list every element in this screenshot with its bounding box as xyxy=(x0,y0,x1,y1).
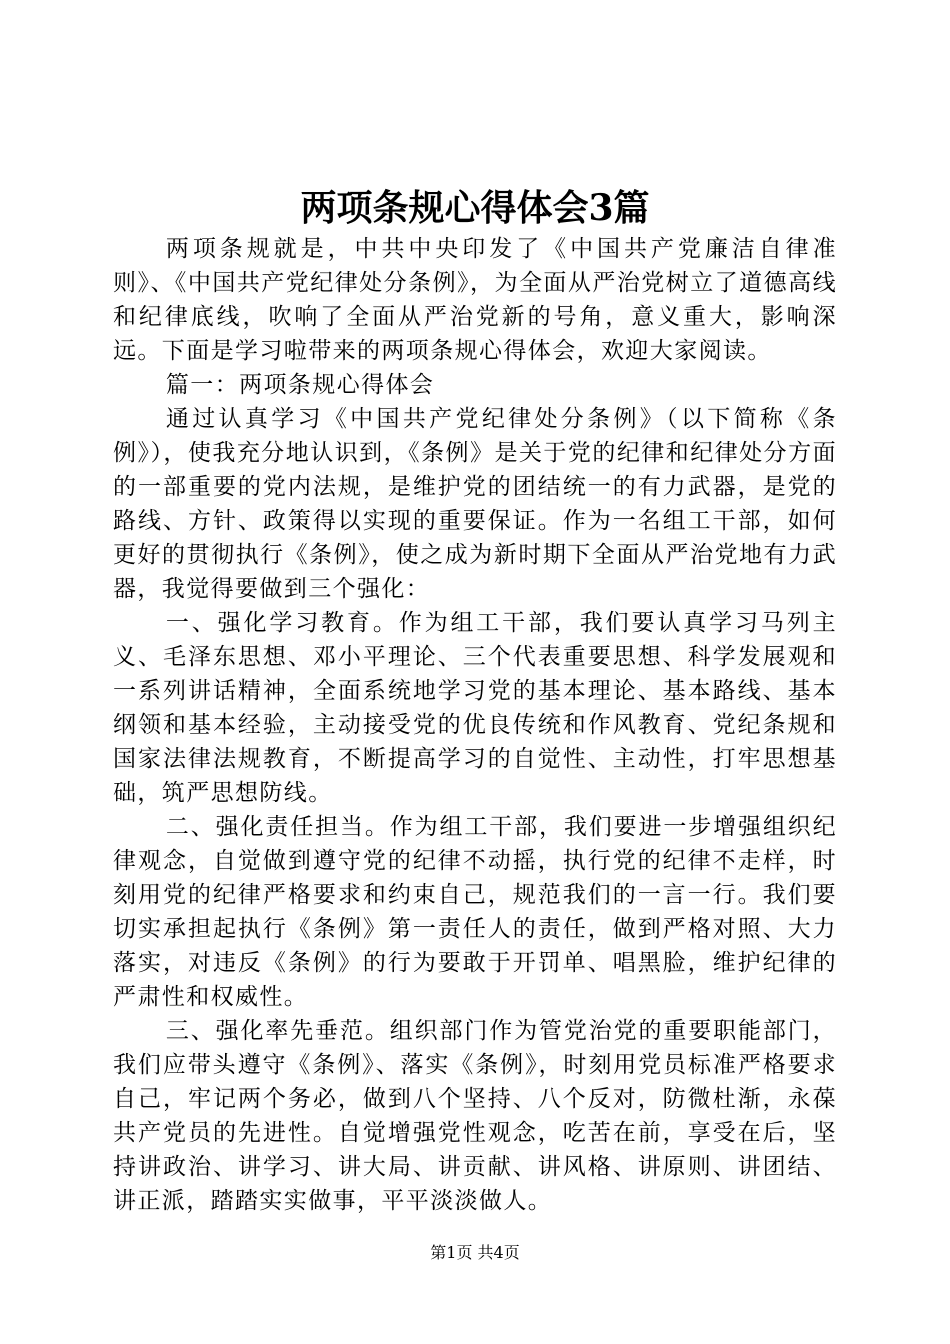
body-paragraph: 二、强化责任担当。作为组工干部，我们要进一步增强组织纪律观念，自觉做到遵守党的纪律不动摇，执行党的纪律不走样，时刻用党的纪律严格要求和约束自己，规范我们的一言一行。我们要切实承担起执行《条例》第一责任人的责任，做到严格对照、大力落实，对违反《条例》的行为要敢于开罚单、唱黑脸，维护纪律的严肃性和权威性。 xyxy=(113,814,837,1010)
intro-paragraph: 两项条规就是，中共中央印发了《中国共产党廉洁自律准则》、《中国共产党纪律处分条例》，为全面从严治党树立了道德高线和纪律底线，吹响了全面从严治党新的号角，意义重大，影响深远。下面是学习啦带来的两项条规心得体会，欢迎大家阅读。 xyxy=(113,236,837,364)
document-body xyxy=(113,232,837,1218)
document-title: 两项条规心得体会3篇 xyxy=(300,187,650,229)
body-paragraph: 三、强化率先垂范。组织部门作为管党治党的重要职能部门，我们应带头遵守《条例》、落实《条例》，时刻用党员标准严格要求自己，牢记两个务必，做到八个坚持、八个反对，防微杜渐，永葆共产党员的先进性。自觉增强党性观念，吃苦在前，享受在后，坚持讲政治、讲学习、讲大局、讲贡献、讲风格、讲原则、讲团结、讲正派，踏踏实实做事，平平淡淡做人。 xyxy=(113,1018,837,1214)
page-footer: 第1页 共4页 xyxy=(430,1243,520,1262)
body-paragraph: 一、强化学习教育。作为组工干部，我们要认真学习马列主义、毛泽东思想、邓小平理论、三个代表重要思想、科学发展观和一系列讲话精神，全面系统地学习党的基本理论、基本路线、基本纲领和基本经验，主动接受党的优良传统和作风教育、党纪条规和国家法律法规教育，不断提高学习的自觉性、主动性，打牢思想基础，筑严思想防线。 xyxy=(113,610,837,806)
section-heading: 篇一：两项条规心得体会 xyxy=(165,372,435,398)
body-paragraph: 通过认真学习《中国共产党纪律处分条例》（以下简称《条例》），使我充分地认识到，《条例》是关于党的纪律和纪律处分方面的一部重要的党内法规，是维护党的团结统一的有力武器，是党的路线、方针、政策得以实现的重要保证。作为一名组工干部，如何更好的贯彻执行《条例》，使之成为新时期下全面从严治党地有力武器，我觉得要做到三个强化： xyxy=(113,406,837,602)
